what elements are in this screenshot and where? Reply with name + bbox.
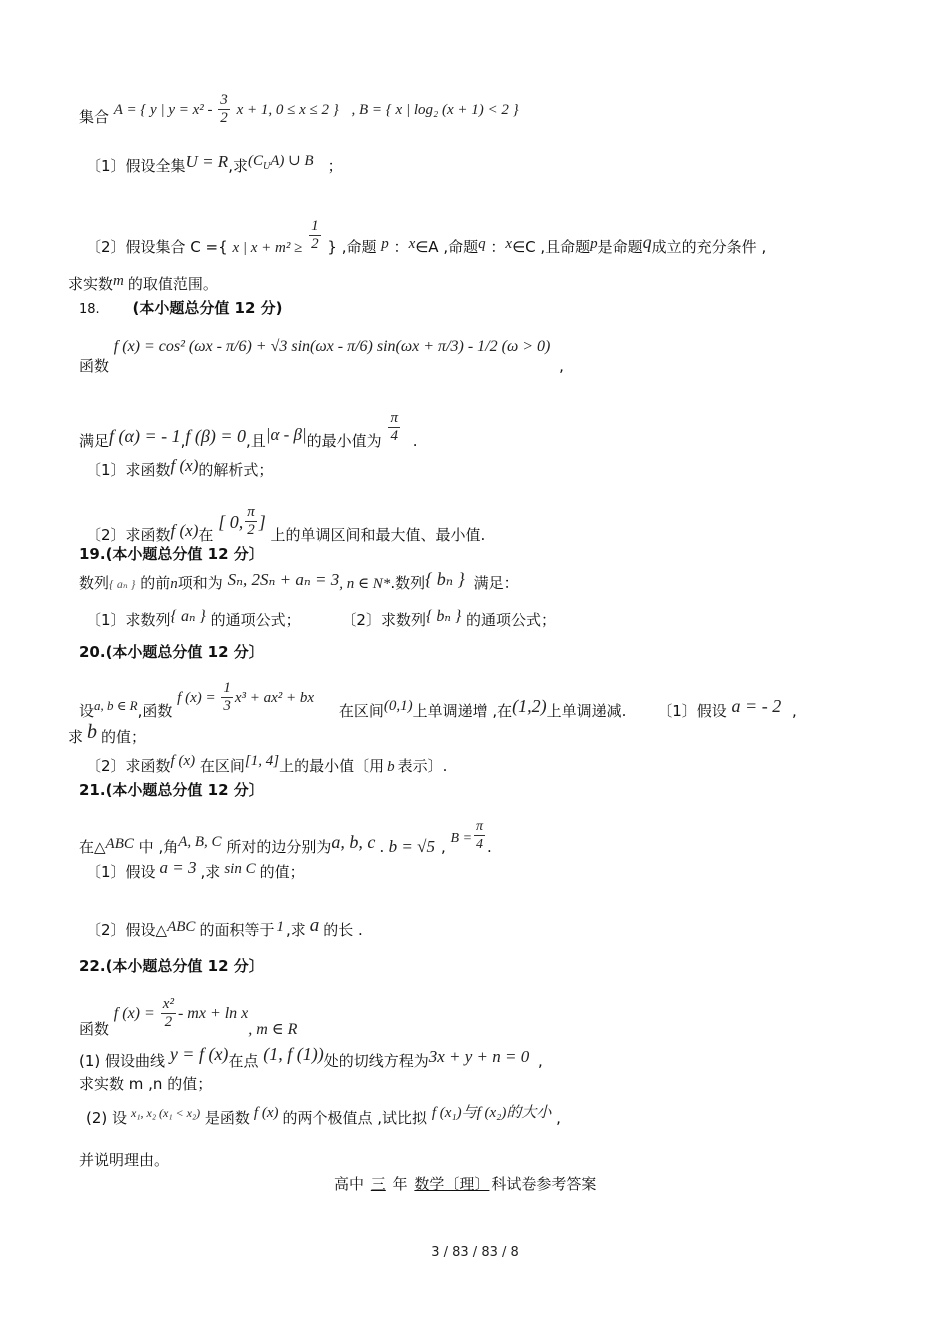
p18-q2-frac: $\frac{\pi}{2}$: [247, 504, 255, 538]
p20-line1: [79, 680, 797, 729]
p19-q1-pre: 〔1〕求数列: [86, 611, 171, 629]
p22-func-label: 函数: [79, 1020, 110, 1038]
answer-title-pre: 高中: [334, 1175, 365, 1193]
p19-line1: [79, 569, 519, 594]
p18-header-text: (本小题总分值 12 分): [132, 299, 283, 317]
p17-set-line: [79, 92, 519, 127]
answer-title-post: 科试卷参考答案: [491, 1175, 597, 1193]
p21-q1-m2: sin C: [224, 861, 256, 877]
p19-questions: [86, 610, 556, 631]
p17-set-label: 集合: [79, 108, 110, 126]
p17-q1-end: ；: [327, 157, 343, 175]
p20-q2: [86, 753, 448, 777]
p20-line1-m5: a = - 2: [731, 696, 782, 716]
p22-q1-mid1: 在点: [228, 1052, 259, 1070]
p20-q2-b: b: [387, 759, 395, 775]
p20-line1-frac: $\frac{1}{3}$: [223, 680, 231, 714]
p18-cond-sep: ,: [180, 432, 186, 450]
p18-function: [79, 330, 564, 375]
p17-q1-prefix: 〔1〕假设全集: [86, 157, 186, 175]
p20-line2: [68, 721, 147, 747]
p22-q1-curve: y = f (x): [169, 1044, 229, 1064]
p18-q2-m: f (x): [170, 521, 199, 540]
p17-q2-q2: q: [642, 232, 652, 252]
p22-q1-tangent: 3x + y + n = 0: [428, 1047, 530, 1066]
p18-q1-pre: 〔1〕求函数: [86, 461, 171, 479]
p21-q2-mid2: ,求: [285, 921, 306, 939]
p19-line1-mid2: 项和为: [177, 574, 223, 592]
p18-q2-mid: 在: [198, 526, 214, 544]
p21-line1-frac: $\frac{\pi}{4}$: [476, 819, 484, 852]
p22-q2-points: x₁, x₂ (x₁ < x₂): [131, 1106, 201, 1120]
p17-set-a-frac: $\frac{3}{2}$: [220, 92, 228, 126]
p17-q1-math-tail: A) ∪ B: [270, 153, 314, 169]
p22-q1: [79, 1044, 543, 1071]
p17-q2-line2-post: 的取值范围。: [127, 275, 218, 293]
p21-q1: [86, 858, 305, 883]
p19-line1-post: 满足：: [473, 574, 519, 592]
p21-q1-pre: 〔1〕假设: [86, 863, 156, 881]
p18-q1-post: 的解析式；: [198, 461, 274, 479]
p20-q2-mid: 在区间: [199, 757, 245, 775]
p18-cond-m1: f (α) = - 1: [109, 426, 181, 446]
p18-q2-interval-right: ]: [258, 512, 266, 532]
p22-function: [79, 996, 298, 1047]
p21-line1-pre: 在△: [79, 838, 106, 856]
p17-q2-m: m: [113, 273, 124, 289]
p22-q2-end: ,: [556, 1109, 561, 1127]
p19-line1-pre: 数列: [79, 574, 110, 592]
answer-key-title: [334, 1174, 596, 1194]
p18-cond-m2: f (β) = 0: [185, 426, 246, 446]
p18-func-label: 函数: [79, 357, 110, 375]
p20-line2-pre: 求: [68, 728, 84, 746]
p18-header: [79, 298, 283, 320]
p21-line1-sep: ,: [440, 838, 446, 856]
p19-line1-sn: Sₙ: [227, 570, 243, 589]
p21-q2-post: 的长 .: [323, 921, 363, 939]
p20-q2-pre: 〔2〕求函数: [86, 757, 171, 775]
p20-line1-func: f (x) =: [177, 690, 220, 706]
p20-line1-mid4: 上单调递减.: [546, 702, 627, 720]
p22-q1-pre: (1) 假设曲线: [79, 1052, 166, 1070]
p21-q2: [86, 915, 363, 941]
p18-cond-end: .: [412, 432, 418, 450]
p21-line1: [79, 819, 492, 865]
p17-q2-rest4: ：: [490, 238, 506, 256]
p20-header: 20.(本小题总分值 12 分〕: [79, 643, 264, 661]
p18-cond-frac: $\frac{\pi}{4}$: [390, 410, 398, 444]
p18-cond-mid: ,且: [245, 432, 266, 450]
p19-q2-post: 的通项公式；: [466, 611, 557, 629]
p20-q2-post-a: 上的最小值〔用: [279, 757, 385, 775]
p21-q1-m1: a = 3: [159, 858, 197, 877]
p17-q1-math-u: U = R: [185, 152, 229, 171]
page-number-footer: 3 / 83 / 83 / 8: [431, 1245, 519, 1260]
p21-q1-post: 的值；: [259, 863, 305, 881]
p21-line1-bangle: B =: [450, 831, 473, 846]
p20-line1-m4: (1,2): [512, 696, 547, 716]
p20-line1-func-tail: x³ + ax² + bx: [234, 690, 315, 706]
p22-header: 22.(本小题总分值 12 分〕: [79, 957, 264, 975]
p20-q2-m2: [1, 4]: [244, 753, 280, 769]
p17-q2-q: q: [478, 236, 486, 252]
p20-line1-mid1: ,函数: [137, 702, 173, 720]
p21-q2-abc: ABC: [167, 919, 196, 935]
p19-line1-eq: , 2Sₙ + aₙ = 3: [242, 570, 340, 589]
p17-q2-frac: $\frac{1}{2}$: [311, 218, 319, 252]
p21-line1-mid2: 所对的边分别为: [226, 838, 332, 856]
p18-number: 18.: [79, 302, 100, 317]
p18-func-end: ,: [559, 357, 564, 375]
p21-q2-mid1: 的面积等于: [199, 921, 275, 939]
p21-line1-b: . b = √5: [380, 837, 435, 856]
p19-q1-m: { aₙ }: [170, 608, 206, 625]
p22-func-tail: - mx + ln x: [177, 1005, 249, 1022]
p17-set-b: , B = { x | log₂ (x + 1) < 2 }: [351, 102, 519, 118]
p17-q2-math: x | x + m² ≥: [232, 240, 303, 256]
p19-line1-mid3: .数列: [390, 574, 426, 592]
p18-cond-post: 的最小值为: [306, 432, 382, 450]
p22-q1-end: ,: [538, 1052, 543, 1070]
p17-set-a: A = { y | y = x² -: [113, 102, 217, 118]
p17-q2-rest3: ∈A ,命题: [415, 238, 479, 256]
p21-q2-one: 1: [276, 919, 284, 935]
p20-line1-pre: 设: [79, 702, 95, 720]
p21-header: 21.(本小题总分值 12 分〕: [79, 781, 264, 799]
p22-q2-fx: f (x): [253, 1105, 279, 1121]
p20-line1-m3: (0,1): [383, 698, 413, 714]
p17-q1-math-sub: U: [262, 161, 271, 172]
p17-q2-rest2: ：: [393, 238, 409, 256]
p22-q2: [86, 1105, 561, 1129]
p19-line1-seq-a: { aₙ }: [109, 577, 136, 591]
p19-line1-domain: , n ∈ N*: [339, 576, 391, 592]
p19-header: 19.(本小题总分值 12 分〕: [79, 545, 264, 563]
p17-q1-math-c: (C: [247, 153, 263, 169]
p19-q1-post: 的通项公式；: [210, 611, 301, 629]
p21-line1-end: .: [487, 838, 492, 856]
p17-q2-rest5: ∈C ,且命题: [512, 238, 591, 256]
p22-q2-compare: f (x₁)与f (x₂)的大小: [431, 1105, 552, 1121]
p20-line1-m1: a, b ∈ R: [94, 698, 138, 713]
answer-title-grade: 三: [370, 1175, 386, 1193]
p19-q2-m: { bₙ }: [425, 608, 462, 625]
p17-q2-rest7: 成立的充分条件 ,: [651, 238, 767, 256]
p17-q2-prefix: 〔2〕假设集合 C ={: [86, 238, 228, 256]
p18-q1-m: f (x): [170, 456, 199, 475]
p22-q2-pre: (2) 设: [86, 1109, 128, 1127]
p22-func-m: f (x) =: [113, 1005, 159, 1022]
p21-q2-a: a: [309, 915, 320, 936]
p20-q2-m1: f (x): [170, 753, 196, 769]
p22-q1-point: (1, f (1)): [263, 1044, 324, 1064]
p19-line1-mid1: 的前: [140, 574, 171, 592]
p17-q2-x2: x: [505, 236, 513, 252]
p22-q2-line2: 并说明理由。: [79, 1151, 170, 1169]
p19-line1-n: n: [170, 576, 178, 592]
p22-q1-line2: 求实数 m ,n 的值；: [79, 1075, 213, 1093]
p22-q2-mid1: 是函数: [204, 1109, 250, 1127]
p18-q1: [86, 456, 274, 480]
p17-q2-line2-pre: 求实数: [68, 275, 114, 293]
p19-q2-pre: 〔2〕求数列: [341, 611, 426, 629]
p22-q2-mid2: 的两个极值点 ,试比拟: [282, 1109, 428, 1127]
p17-q1-mid: ,求: [228, 157, 248, 175]
p20-line1-end: ,: [791, 702, 797, 720]
p17-q2-line2: [68, 274, 218, 295]
p17-q2-rest1: } ,命题: [327, 238, 377, 256]
p17-q2-x1: x: [408, 236, 416, 252]
p18-condition: [79, 410, 418, 459]
p18-q2-pre: 〔2〕求函数: [86, 526, 171, 544]
p20-q2-post-b: 表示〕.: [397, 757, 448, 775]
p21-q2-pre: 〔2〕假设△: [86, 921, 168, 939]
p18-q2-post: 上的单调区间和最大值、最小值.: [270, 526, 486, 544]
p20-line2-post: 的值；: [101, 728, 147, 746]
p17-set-a-tail: x + 1, 0 ≤ x ≤ 2 }: [236, 102, 339, 118]
answer-title-subject: 数学〔理〕: [414, 1175, 490, 1193]
p21-line1-sides: a, b, c: [331, 832, 376, 852]
p20-line1-mid3: 上单调递增 ,在: [412, 702, 513, 720]
p17-q2-p2: p: [590, 236, 598, 252]
p17-q2-p: p: [381, 236, 389, 252]
answer-title-mid: 年: [392, 1175, 408, 1193]
p18-func-expr: f (x) = cos² (ωx - π/6) + √3 sin(ωx - π/6) sin(ωx + π/3) - 1/2 (ω > 0): [113, 338, 551, 355]
p20-line2-b: b: [87, 721, 98, 743]
p18-q2-interval-left: [ 0,: [218, 512, 244, 532]
p18-cond-pre: 满足: [79, 432, 110, 450]
p20-line1-mid2: 在区间: [338, 702, 384, 720]
p21-q1-mid: ,求: [200, 863, 221, 881]
p22-func-domain: , m ∈ R: [248, 1021, 298, 1038]
p17-q2: [86, 218, 767, 265]
p21-line1-abc: ABC: [105, 836, 134, 852]
p19-line1-seq-b: { bₙ }: [425, 569, 465, 589]
p18-cond-m3: |α - β|: [265, 425, 307, 444]
p22-func-frac: $\frac{\text{x²}}{2}$: [162, 996, 174, 1030]
p22-q1-mid2: 处的切线方程为: [323, 1052, 429, 1070]
p20-line1-q1: 〔1〕假设: [657, 702, 727, 720]
p17-q2-rest6: 是命题: [597, 238, 643, 256]
p21-line1-angles: A, B, C: [178, 834, 222, 850]
p17-q1: [86, 152, 343, 183]
p21-line1-mid1: 中 ,角: [138, 838, 179, 856]
